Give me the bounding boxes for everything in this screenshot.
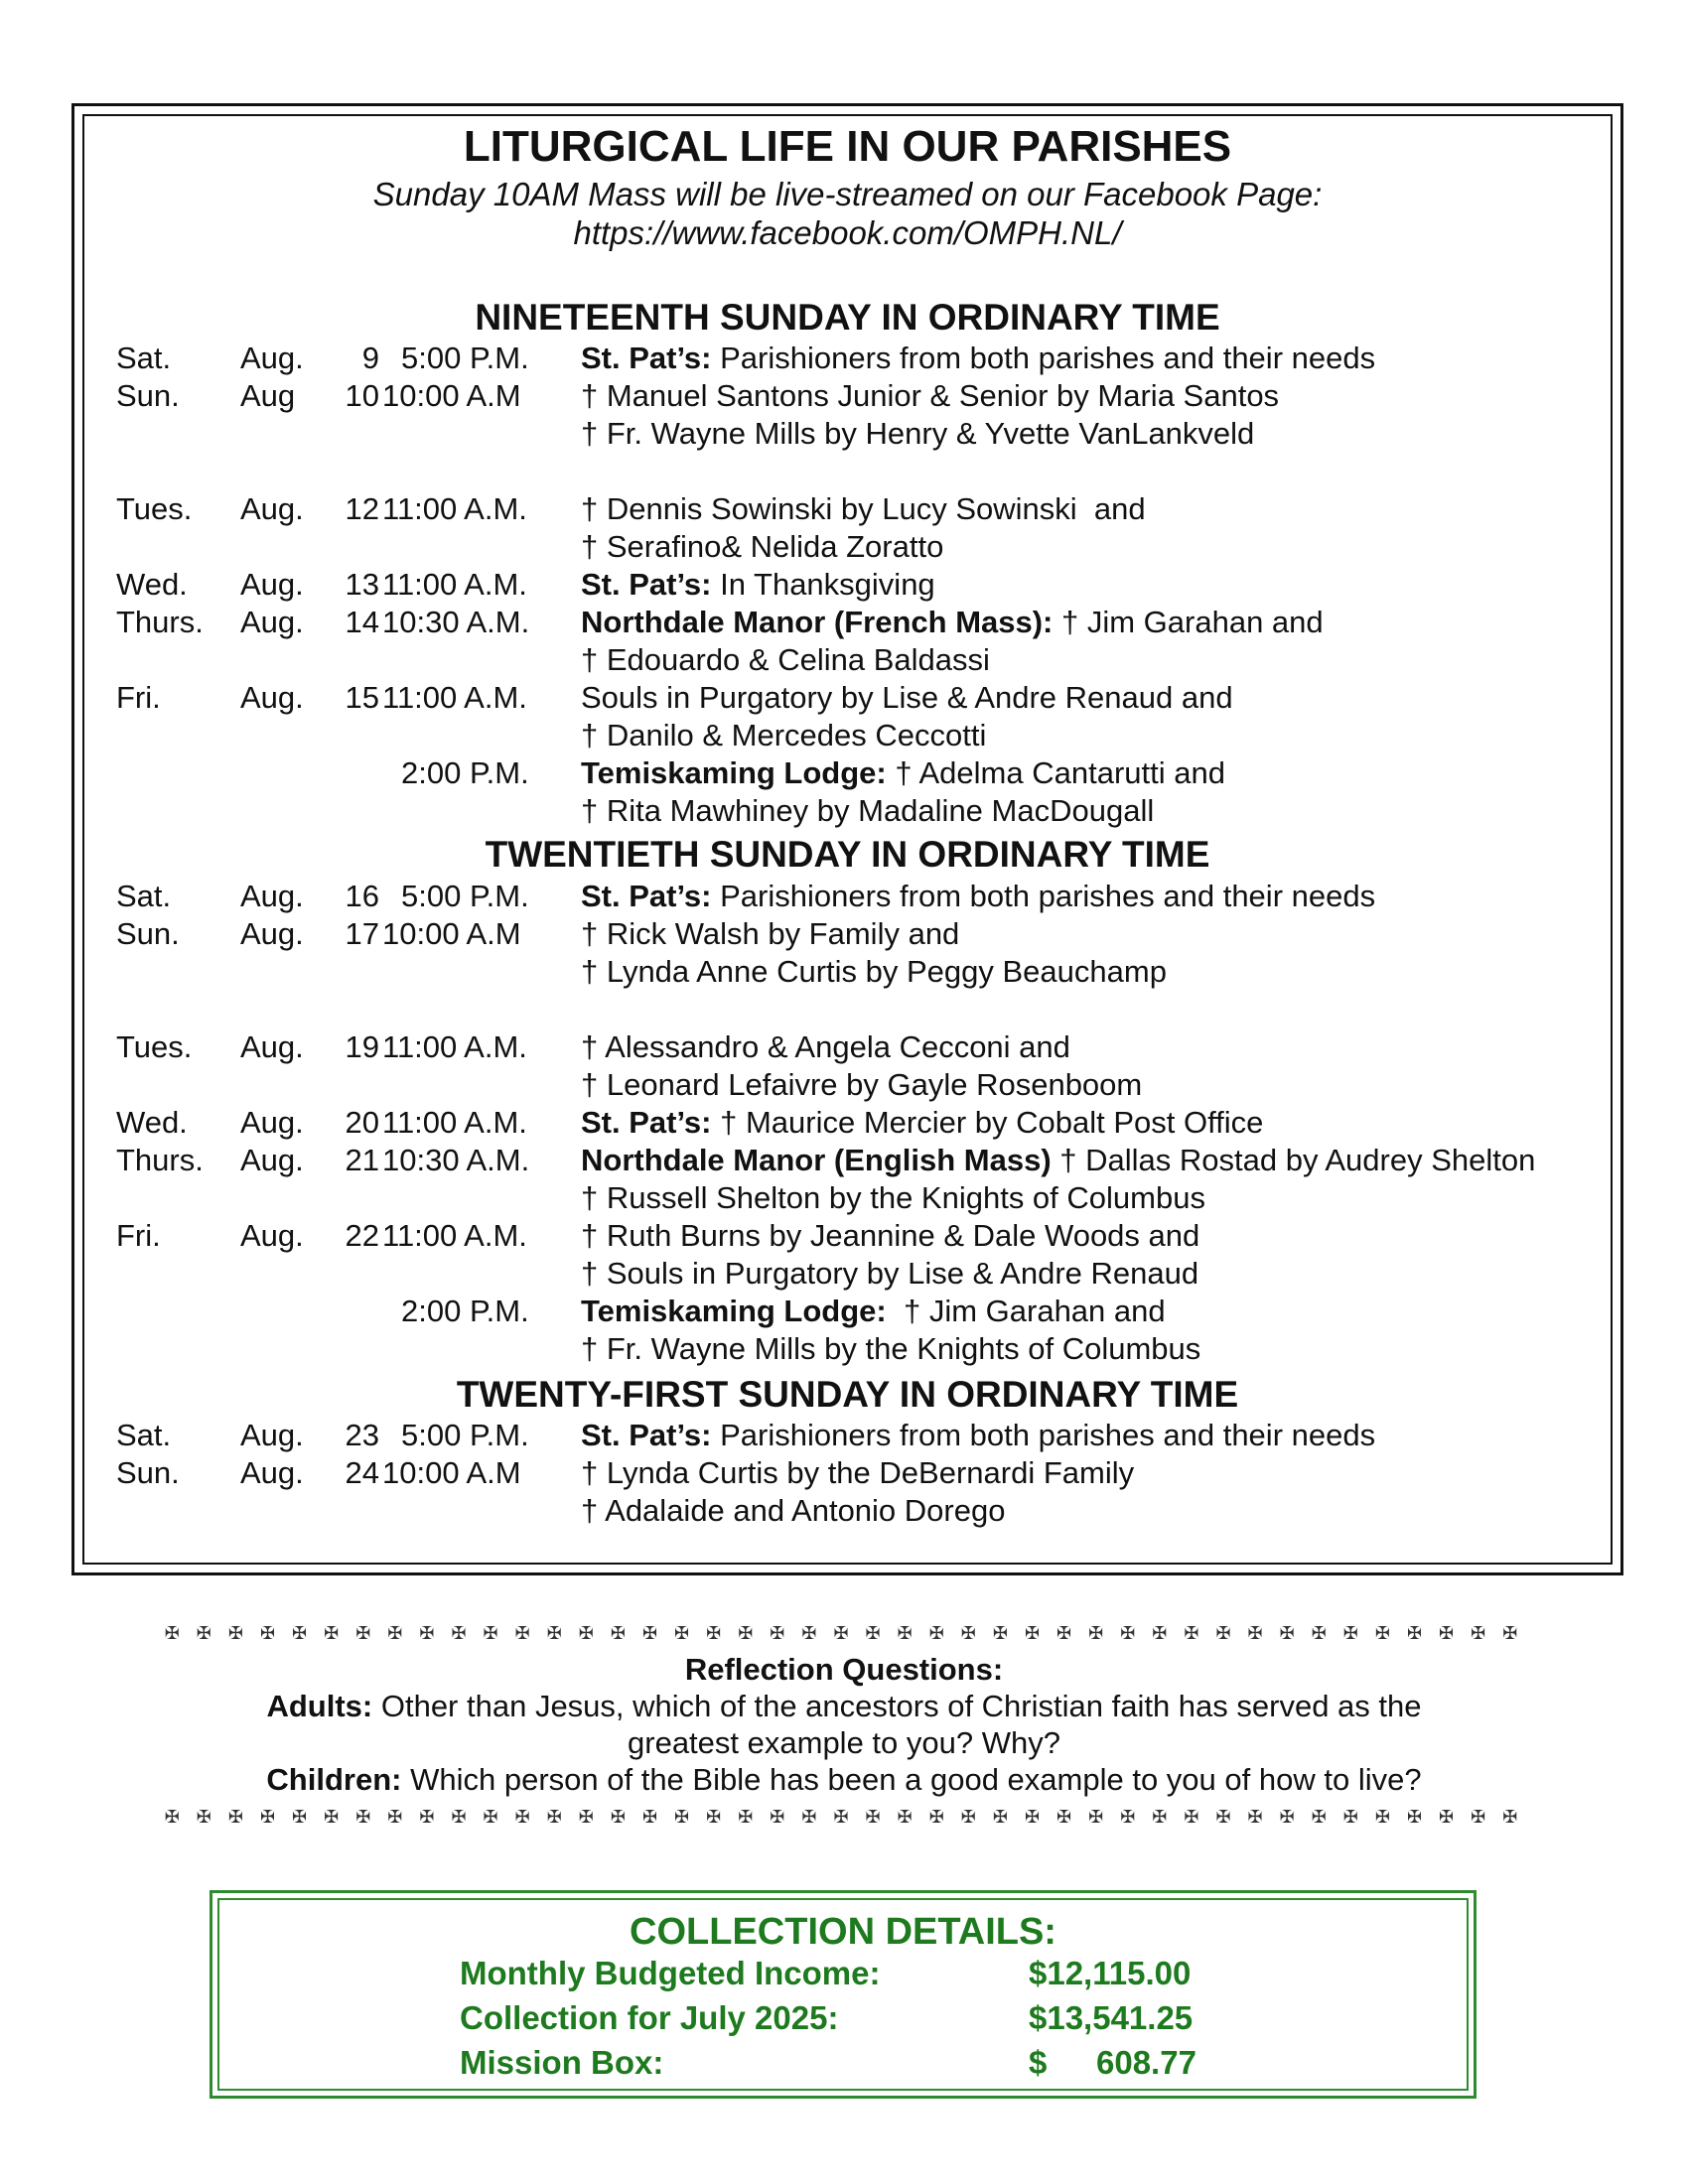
- collection-title: COLLECTION DETAILS:: [630, 1911, 1056, 1953]
- mass-time: 11:00 A.M.: [382, 680, 527, 715]
- mass-intention: [581, 754, 1225, 792]
- mass-date: 9: [361, 341, 379, 375]
- mass-row: [0, 1492, 1688, 1530]
- page-title: LITURGICAL LIFE IN OUR PARISHES: [463, 122, 1232, 171]
- mass-intention: [581, 1293, 1166, 1330]
- cross-divider-bottom: ✠ ✠ ✠ ✠ ✠ ✠ ✠ ✠ ✠ ✠ ✠ ✠ ✠ ✠ ✠ ✠ ✠ ✠ ✠ ✠ ✠ ✠ ✠ ✠ ✠ ✠ ✠ ✠ ✠ ✠ ✠ ✠ ✠ ✠ ✠ ✠ ✠ ✠ ✠ ✠ ✠ ✠ ✠: [164, 1807, 1524, 1827]
- mass-time: 11:00 A.M.: [382, 1029, 527, 1064]
- mass-day: Tues.: [116, 491, 193, 526]
- mass-intention-text: † Lynda Curtis by the DeBernardi Family: [581, 1455, 1135, 1490]
- mass-intention: [581, 604, 1324, 641]
- mass-time: 5:00 P.M.: [401, 879, 529, 913]
- mass-date: 21: [345, 1143, 379, 1177]
- mass-intention-text: Parishioners from both parishes and their needs: [711, 879, 1376, 913]
- mass-intention-text: † Lynda Anne Curtis by Peggy Beauchamp: [581, 954, 1167, 989]
- reflection-children: [99, 1761, 1589, 1798]
- facebook-url: https://www.facebook.com/OMPH.NL/: [573, 214, 1122, 251]
- reflection-heading: [99, 1651, 1589, 1688]
- mass-time: 11:00 A.M.: [382, 491, 527, 526]
- mass-day: Fri.: [116, 680, 161, 715]
- mass-day: Thurs.: [116, 605, 204, 639]
- cross-divider-top: ✠ ✠ ✠ ✠ ✠ ✠ ✠ ✠ ✠ ✠ ✠ ✠ ✠ ✠ ✠ ✠ ✠ ✠ ✠ ✠ ✠ ✠ ✠ ✠ ✠ ✠ ✠ ✠ ✠ ✠ ✠ ✠ ✠ ✠ ✠ ✠ ✠ ✠ ✠ ✠ ✠ ✠ ✠: [164, 1623, 1524, 1643]
- mass-row: [0, 1066, 1688, 1104]
- mass-month: Aug.: [240, 1105, 304, 1140]
- mass-location: St. Pat’s:: [581, 1105, 712, 1140]
- mass-intention: [581, 1066, 1142, 1104]
- mass-intention: [581, 953, 1167, 991]
- mass-row: [0, 415, 1688, 453]
- july-collection-label: Collection for July 2025:: [460, 1999, 839, 2036]
- mass-location: Temiskaming Lodge:: [581, 1294, 887, 1328]
- children-label: Children:: [266, 1762, 402, 1797]
- mass-row: [0, 1255, 1688, 1293]
- mass-intention-text: † Fr. Wayne Mills by the Knights of Columbus: [581, 1331, 1201, 1366]
- mass-row: [0, 1028, 1688, 1066]
- mass-month: Aug.: [240, 491, 304, 526]
- mass-time: 2:00 P.M.: [401, 1294, 529, 1328]
- mass-date: 19: [345, 1029, 379, 1064]
- reflection-heading-text: Reflection Questions:: [684, 1652, 1004, 1687]
- mass-date: 10: [345, 378, 379, 413]
- mass-day: Sun.: [116, 378, 180, 413]
- sunday-heading: NINETEENTH SUNDAY IN ORDINARY TIME: [475, 297, 1220, 338]
- mass-location: St. Pat’s:: [581, 341, 712, 375]
- mass-month: Aug: [240, 378, 296, 413]
- mission-box-label: Mission Box:: [460, 2044, 664, 2081]
- mass-day: Thurs.: [116, 1143, 204, 1177]
- mass-date: 17: [345, 916, 379, 951]
- mass-month: Aug.: [240, 680, 304, 715]
- mass-day: Sun.: [116, 1455, 180, 1490]
- mission-box-value: 608.77: [1096, 2044, 1196, 2081]
- mass-time: 10:00 A.M: [382, 1455, 521, 1490]
- mass-intention-text: † Serafino& Nelida Zoratto: [581, 529, 944, 564]
- mass-intention: [581, 1217, 1199, 1255]
- mass-location: St. Pat’s:: [581, 567, 712, 602]
- mass-row: [0, 377, 1688, 415]
- mass-intention: [581, 415, 1254, 453]
- mass-row: [0, 1330, 1688, 1368]
- mass-row: [0, 878, 1688, 915]
- mass-location: Northdale Manor (French Mass):: [581, 605, 1054, 639]
- mass-time: 11:00 A.M.: [382, 567, 527, 602]
- mass-month: Aug.: [240, 1418, 304, 1452]
- mass-date: 22: [345, 1218, 379, 1253]
- mass-intention: [581, 528, 943, 566]
- sunday-heading: TWENTIETH SUNDAY IN ORDINARY TIME: [485, 834, 1210, 875]
- mass-date: 24: [345, 1455, 379, 1490]
- mass-intention-text: † Leonard Lefaivre by Gayle Rosenboom: [581, 1067, 1143, 1102]
- mass-intention-text: Parishioners from both parishes and their needs: [711, 341, 1376, 375]
- mass-row: [0, 604, 1688, 641]
- mass-row: [0, 641, 1688, 679]
- july-collection-value: $13,541.25: [1029, 1999, 1194, 2036]
- mass-intention-text: † Dennis Sowinski by Lucy Sowinski and: [581, 491, 1146, 526]
- mass-intention-text: Souls in Purgatory by Lise & Andre Renaud and: [581, 680, 1233, 715]
- mass-month: Aug.: [240, 1143, 304, 1177]
- mass-date: 12: [345, 491, 379, 526]
- adults-label: Adults:: [266, 1689, 373, 1723]
- mass-row: [0, 1217, 1688, 1255]
- mass-location: St. Pat’s:: [581, 879, 712, 913]
- mass-intention: [581, 340, 1375, 377]
- mass-intention-text: Parishioners from both parishes and their needs: [711, 1418, 1376, 1452]
- mass-date: 20: [345, 1105, 379, 1140]
- mass-intention: [581, 490, 1146, 528]
- mass-intention: [581, 1142, 1535, 1179]
- mass-month: Aug.: [240, 1029, 304, 1064]
- budget-value: $12,115.00: [1029, 1955, 1192, 1991]
- mass-intention-text: † Dallas Rostad by Audrey Shelton: [1051, 1143, 1536, 1177]
- mass-location: Northdale Manor (English Mass): [581, 1143, 1052, 1177]
- mass-intention-text: In Thanksgiving: [711, 567, 935, 602]
- mass-row: [0, 1142, 1688, 1179]
- children-question: Which person of the Bible has been a good example to you of how to live?: [401, 1762, 1422, 1797]
- mass-date: 14: [345, 605, 379, 639]
- reflection-adults: [99, 1688, 1589, 1724]
- mass-time: 2:00 P.M.: [401, 755, 529, 790]
- mass-intention-text: † Jim Garahan and: [886, 1294, 1166, 1328]
- mass-month: Aug.: [240, 879, 304, 913]
- mass-intention-text: † Russell Shelton by the Knights of Columbus: [581, 1180, 1205, 1215]
- budget-label: Monthly Budgeted Income:: [460, 1955, 881, 1991]
- mass-intention-text: † Edouardo & Celina Baldassi: [581, 642, 990, 677]
- mass-intention: [581, 792, 1154, 830]
- mass-time: 10:30 A.M.: [382, 605, 530, 639]
- mass-day: Sat.: [116, 879, 172, 913]
- mass-day: Fri.: [116, 1218, 161, 1253]
- mass-time: 10:30 A.M.: [382, 1143, 530, 1177]
- sunday-heading: TWENTY-FIRST SUNDAY IN ORDINARY TIME: [456, 1374, 1239, 1415]
- mass-intention: [581, 566, 935, 604]
- mass-month: Aug.: [240, 1455, 304, 1490]
- mass-month: Aug.: [240, 567, 304, 602]
- mass-time: 11:00 A.M.: [382, 1105, 527, 1140]
- mass-time: 5:00 P.M.: [401, 341, 529, 375]
- mass-intention: [581, 878, 1375, 915]
- mass-intention-text: † Adelma Cantarutti and: [886, 755, 1225, 790]
- mass-row: [0, 1179, 1688, 1217]
- mass-time: 5:00 P.M.: [401, 1418, 529, 1452]
- mass-date: 15: [345, 680, 379, 715]
- mass-intention-text: † Ruth Burns by Jeannine & Dale Woods and: [581, 1218, 1200, 1253]
- mission-box-dollar: $: [1029, 2044, 1048, 2081]
- mass-row: [0, 717, 1688, 754]
- mass-intention: [581, 1492, 1005, 1530]
- mass-intention-text: † Alessandro & Angela Cecconi and: [581, 1029, 1070, 1064]
- mass-row: [0, 953, 1688, 991]
- mass-intention: [581, 1454, 1134, 1492]
- mass-intention: [581, 641, 990, 679]
- mass-intention-text: † Rick Walsh by Family and: [581, 916, 960, 951]
- mass-intention-text: † Jim Garahan and: [1053, 605, 1324, 639]
- mass-month: Aug.: [240, 605, 304, 639]
- mass-row: [0, 679, 1688, 717]
- mass-row: [0, 915, 1688, 953]
- mass-row: [0, 490, 1688, 528]
- reflection-adults-cont: greatest example to you? Why?: [628, 1725, 1060, 1760]
- mass-row: [0, 528, 1688, 566]
- mass-intention: [581, 1104, 1263, 1142]
- mass-intention: [581, 679, 1233, 717]
- mass-intention-text: † Danilo & Mercedes Ceccotti: [581, 718, 987, 752]
- mass-location: Temiskaming Lodge:: [581, 755, 887, 790]
- mass-time: 10:00 A.M: [382, 378, 521, 413]
- mass-intention-text: † Fr. Wayne Mills by Henry & Yvette VanLankveld: [581, 416, 1255, 451]
- mass-row: [0, 1104, 1688, 1142]
- mass-location: St. Pat’s:: [581, 1418, 712, 1452]
- mass-intention: [581, 717, 986, 754]
- mass-day: Tues.: [116, 1029, 193, 1064]
- mass-row: [0, 1454, 1688, 1492]
- mass-day: Wed.: [116, 1105, 188, 1140]
- mass-intention: [581, 1179, 1205, 1217]
- mass-intention-text: † Adalaide and Antonio Dorego: [581, 1493, 1006, 1528]
- mass-day: Sat.: [116, 1418, 172, 1452]
- mass-intention-text: † Souls in Purgatory by Lise & Andre Renaud: [581, 1256, 1199, 1291]
- mass-intention: [581, 915, 959, 953]
- mass-intention: [581, 1028, 1070, 1066]
- mass-row: [0, 566, 1688, 604]
- mass-row: [0, 754, 1688, 792]
- mass-date: 16: [345, 879, 379, 913]
- mass-day: Wed.: [116, 567, 188, 602]
- mass-date: 13: [345, 567, 379, 602]
- mass-intention-text: † Rita Mawhiney by Madaline MacDougall: [581, 793, 1155, 828]
- mass-row: [0, 1417, 1688, 1454]
- mass-intention: [581, 377, 1279, 415]
- mass-intention-text: † Manuel Santons Junior & Senior by Maria Santos: [581, 378, 1280, 413]
- mass-row: [0, 792, 1688, 830]
- mass-month: Aug.: [240, 916, 304, 951]
- mass-row: [0, 1293, 1688, 1330]
- mass-intention: [581, 1417, 1375, 1454]
- mass-intention: [581, 1330, 1200, 1368]
- mass-intention: [581, 1255, 1198, 1293]
- mass-time: 10:00 A.M: [382, 916, 521, 951]
- mass-day: Sun.: [116, 916, 180, 951]
- mass-date: 23: [345, 1418, 379, 1452]
- mass-month: Aug.: [240, 341, 304, 375]
- livestream-note: Sunday 10AM Mass will be live-streamed on our Facebook Page:: [372, 176, 1323, 212]
- mass-day: Sat.: [116, 341, 172, 375]
- adults-question: Other than Jesus, which of the ancestors of Christian faith has served as the: [372, 1689, 1422, 1723]
- mass-month: Aug.: [240, 1218, 304, 1253]
- mass-time: 11:00 A.M.: [382, 1218, 527, 1253]
- mass-row: [0, 340, 1688, 377]
- mass-intention-text: † Maurice Mercier by Cobalt Post Office: [711, 1105, 1264, 1140]
